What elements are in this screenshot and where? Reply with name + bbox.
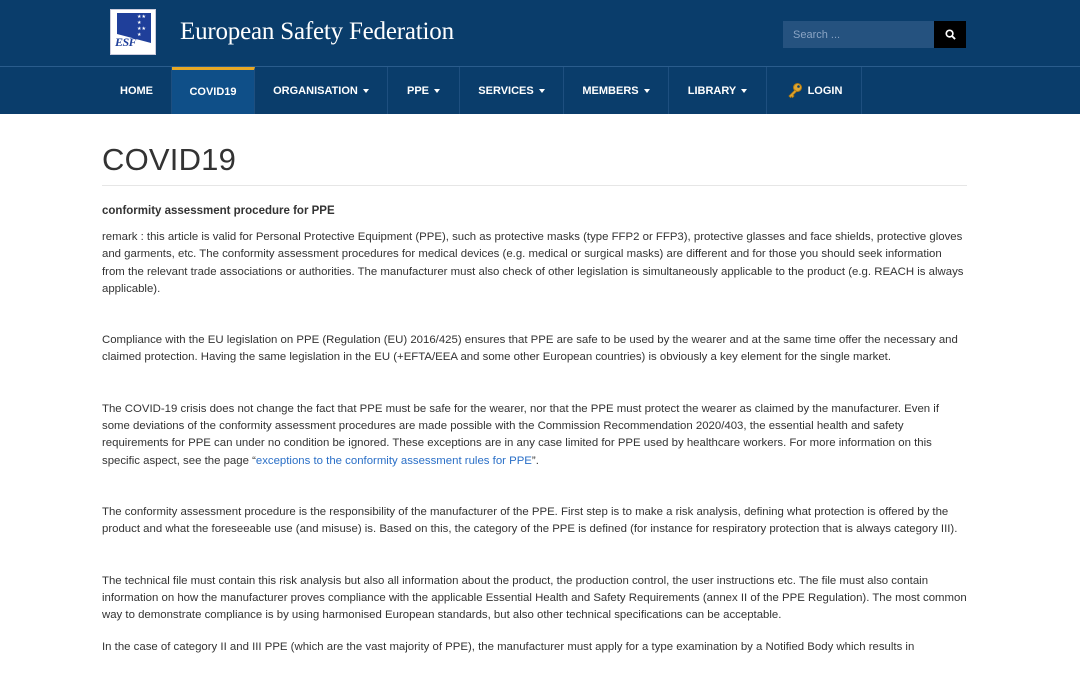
nav-organisation[interactable] [255, 67, 388, 114]
chevron-down-icon [741, 89, 747, 93]
nav-organisation-label: ORGANISATION [273, 84, 358, 97]
nav-list [102, 67, 862, 114]
esf-logo[interactable] [110, 9, 156, 55]
search-input[interactable] [783, 21, 934, 48]
main-nav [0, 66, 1080, 114]
paragraph-covid-crisis [102, 401, 967, 470]
nav-login[interactable] [767, 67, 862, 114]
search-icon [945, 29, 956, 40]
search-button[interactable] [934, 21, 966, 48]
site-title[interactable]: European Safety Federation [180, 18, 454, 45]
page-title: COVID19 [102, 142, 967, 186]
nav-library-label: LIBRARY [687, 84, 737, 97]
search-form [783, 21, 966, 48]
nav-ppe-label: PPE [406, 84, 429, 97]
article-subtitle: conformity assessment procedure for PPE [102, 205, 335, 217]
paragraph-type-examination: In the case of category II and III PPE (which are the vast majority of PPE), the manufacturer must apply for a type examination by a Notified Body which results in [102, 641, 915, 654]
logo-stars-icon: ★★ ★ ★★ ★ [137, 14, 146, 38]
nav-services[interactable] [460, 67, 564, 114]
key-icon [786, 82, 804, 100]
chevron-down-icon [363, 89, 369, 93]
brand[interactable] [110, 9, 454, 55]
paragraph-text-end: ”. [531, 454, 539, 467]
paragraph-compliance: Compliance with the EU legislation on PPE (Regulation (EU) 2016/425) ensures that PPE are safe to be used by the wearer and at the same time offer the necessary and claimed protection. Having the same legislation in the EU (+EFTA/EEA and some other European countries) is obviously a key element for the single market. [102, 334, 958, 364]
nav-members[interactable] [564, 67, 669, 114]
chevron-down-icon [434, 89, 440, 93]
nav-services-label: SERVICES [478, 84, 534, 97]
nav-members-label: MEMBERS [582, 84, 639, 97]
nav-ppe[interactable] [388, 67, 460, 114]
nav-covid19-label: COVID19 [189, 86, 237, 98]
logo-text: ESF [115, 35, 137, 49]
nav-home[interactable] [102, 67, 172, 114]
site-header [0, 0, 1080, 66]
paragraph-text: The COVID-19 crisis does not change the fact that PPE must be safe for the wearer, nor that the PPE must protect the wearer as claimed by the manufacturer. Even if some deviations of the conformity assessment procedures are made possible with the Commission Recommendation 2020/403, the essential health and safety requirements for PPE can under no condition be ignored. These exceptions are in any case limited for PPE used by healthcare workers. For more information on this specific aspect, see the page “ [102, 402, 939, 467]
paragraph-technical-file: The technical file must contain this risk analysis but also all information about the product, the production control, the user instructions etc. The file must also contain information on how the manufacturer proves compliance with the applicable Essential Health and Safety Requirements (annex II of the PPE Regulation). The most common way to demonstrate compliance is by using harmonised European standards, but also other technical specifications can be acceptable. [102, 574, 967, 622]
chevron-down-icon [539, 89, 545, 93]
nav-covid19[interactable] [172, 67, 255, 114]
nav-library[interactable] [669, 67, 767, 114]
chevron-down-icon [644, 89, 650, 93]
exceptions-link[interactable]: exceptions to the conformity assessment rules for PPE [255, 454, 532, 467]
paragraph-procedure: The conformity assessment procedure is the responsibility of the manufacturer of the PPE. First step is to make a risk analysis, defining what protection is offered by the product and what the foreseeable use (and misuse) is. Based on this, the category of the PPE is defined (for instance for respiratory protection that is always category III). [102, 505, 958, 536]
main-content [102, 114, 967, 657]
paragraph-remark: remark : this article is valid for Personal Protective Equipment (PPE), such as protective masks (type FFP2 or FFP3), protective glasses and face shields, protective gloves and garments, etc. The conformity assessment procedures for medical devices (e.g. medical or surgical masks) are different and for those you should seek information from the relevant trade associations or authorities. The manufacturer must also check of other legislation is simultaneously applicable to the product (e.g. REACH is always applicable). [102, 231, 964, 295]
nav-home-label: HOME [120, 84, 153, 97]
nav-login-label: LOGIN [807, 84, 843, 97]
